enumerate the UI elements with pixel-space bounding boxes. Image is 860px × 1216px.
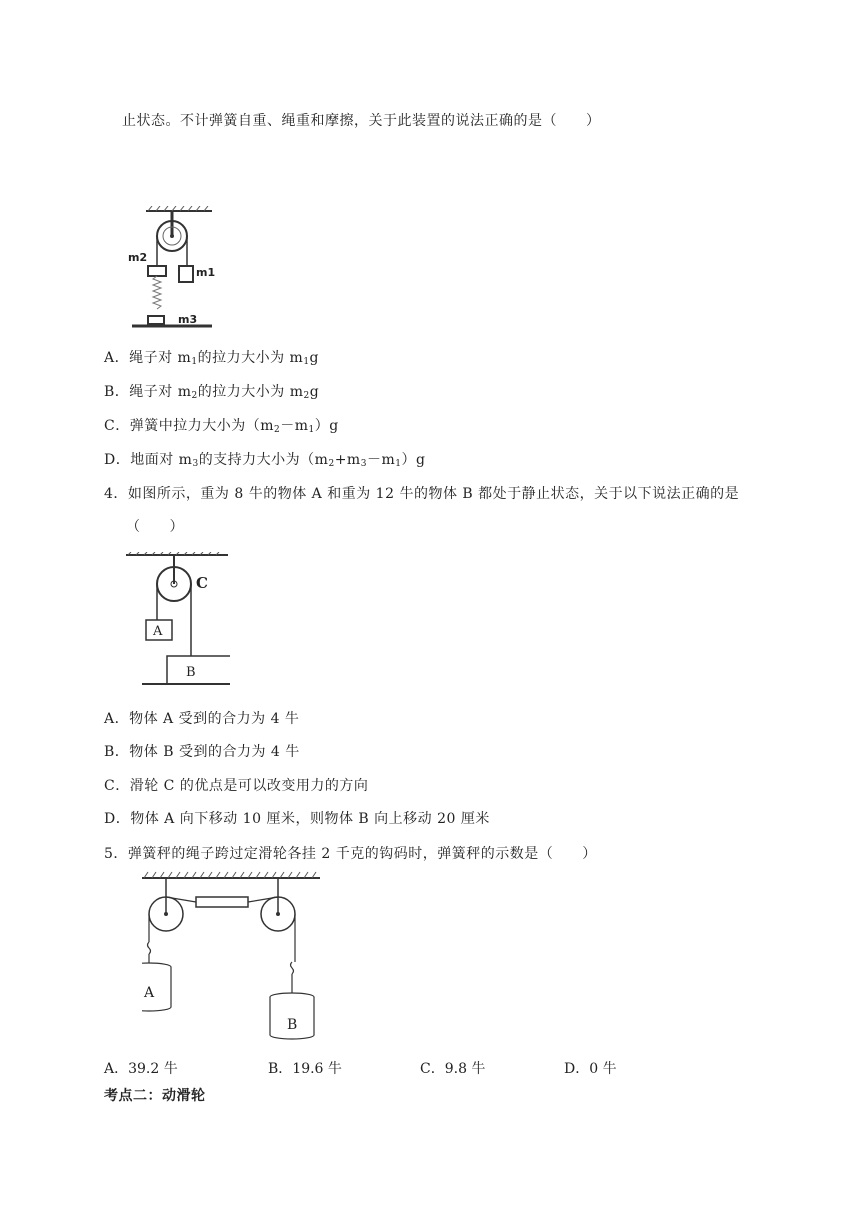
label-m2: m2 xyxy=(128,251,148,264)
q3-option-c: C．弹簧中拉力大小为$(m_2-m_1)g$ xyxy=(104,418,339,435)
q3-option-b: B．绳子对 $m_2$的拉力大小为 $m_2g$ xyxy=(104,384,320,401)
q4-answer-paren: （ ） xyxy=(126,519,184,535)
q4-option-b: B．物体 B 受到的合力为 4 牛 xyxy=(104,744,300,760)
q5-option-a: A．39.2 牛 xyxy=(104,1061,178,1077)
q3-option-d: D．地面对 $m_3$的支持力大小为$(m_2+m_3-m_1)g$ xyxy=(104,452,426,469)
q4-pulley-figure xyxy=(124,552,230,686)
label-b: B xyxy=(287,1017,298,1033)
q5-option-b: B．19.6 牛 xyxy=(268,1061,342,1077)
label-m1: m1 xyxy=(196,266,216,279)
q4-stem: 4．如图所示，重为 8 牛的物体 A 和重为 12 牛的物体 B 都处于静止状态，关于以下说法正确的是 xyxy=(104,486,740,502)
q5-option-d: D．0 牛 xyxy=(564,1061,617,1077)
q4-option-a: A．物体 A 受到的合力为 4 牛 xyxy=(104,711,300,727)
q3-option-a: A．绳子对 $m_1$的拉力大小为 $m_1g$ xyxy=(104,350,320,367)
q3-pulley-figure xyxy=(126,206,226,332)
q3-stem-tail: 止状态。不计弹簧自重、绳重和摩擦，关于此装置的说法正确的是（ ） xyxy=(122,113,601,129)
q4-option-d: D．物体 A 向下移动 10 厘米，则物体 B 向上移动 20 厘米 xyxy=(104,811,490,827)
q4-option-c: C．滑轮 C 的优点是可以改变用力的方向 xyxy=(104,778,369,794)
q5-stem: 5．弹簧秤的绳子跨过定滑轮各挂 2 千克的钩码时，弹簧秤的示数是（ ） xyxy=(104,846,597,862)
section-heading: 考点二：动滑轮 xyxy=(104,1088,206,1104)
q5-option-c: C．9.8 牛 xyxy=(420,1061,486,1077)
q5-spring-scale-figure xyxy=(142,870,320,1046)
label-a: A xyxy=(153,624,163,639)
label-m3: m3 xyxy=(178,313,198,326)
label-c: C xyxy=(196,574,208,592)
label-b: B xyxy=(186,665,196,680)
q5-options xyxy=(104,1058,664,1078)
label-a: A xyxy=(144,985,155,1001)
